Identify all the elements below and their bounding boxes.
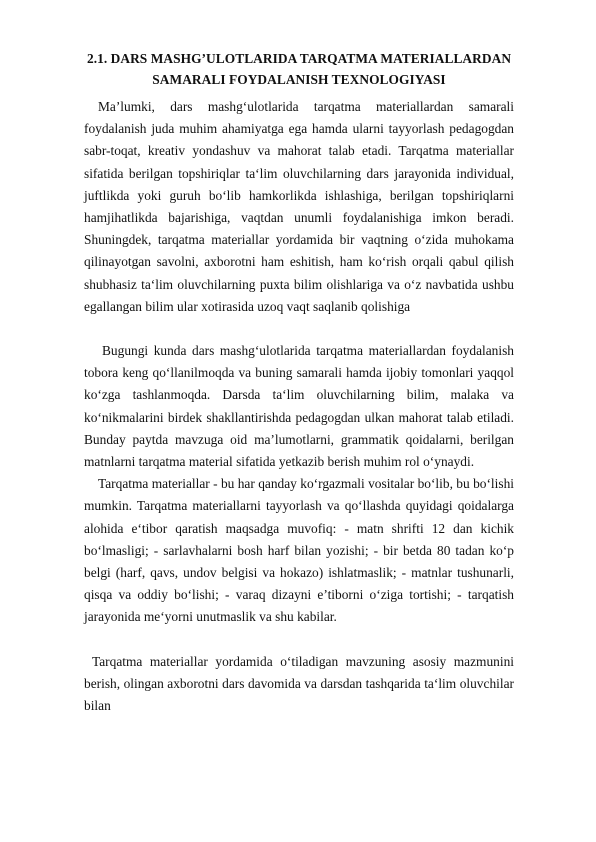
section-title-line-1: 2.1. DARS MASHG’ULOTLARIDA TARQATMA MATERIALLARDAN <box>86 51 512 66</box>
document-page <box>84 48 514 717</box>
paragraph-2: Bugungi kunda dars mashg‘ulotlarida tarqatma materiallardan foydalanish tobora keng qo‘llanilmoqda va buning samarali hamda ijobiy tomonlari yaqqol ko‘zga tashlanmoqda. Darsda ta‘lim oluvchilarning bilim, malaka va ko‘nikmalarini birdek shakllantirishda pedagogdan ulkan mahorat talab etiladi. Bunday paytda mavzuga oid ma’lumotlarni, grammatik qoidalarni, berilgan matnlarni tarqatma material sifatida yetkazib berish muhim rol o‘ynaydi. <box>84 343 514 470</box>
section-title <box>84 48 514 90</box>
paragraph-3: Tarqatma materiallar - bu har qanday ko‘rgazmali vositalar bo‘lib, bu bo‘lishi mumkin. Tarqatma materiallarni tayyorlash va qo‘llashda quyidagi qoidalarga alohida e‘tibor qaratish maqsadga muvofiq: - matn shrifti 12 dan kichik bo‘lmasligi; - sarlavhalarni bosh harf bilan yozishi; - bir betda 80 tadan ko‘p belgi (harf, qavs, undov belgisi va hokazo) ishlatmaslik; - matnlar tushunarli, qisqa va oddiy bo‘lishi; - varaq dizayni e’tiborni o‘ziga tortishi; - tarqatish jarayonida me‘yorni unutmaslik va shu kabilar. <box>84 476 514 625</box>
paragraph-1: Ma’lumki, dars mashg‘ulotlarida tarqatma materiallardan samarali foydalanish juda muhim ahamiyatga ega hamda ularni tayyorlash pedagogdan sabr-toqat, kreativ yondashuv va mahorat talab etadi. Tarqatma materiallar sifatida berilgan topshiriqlar ta‘lim oluvchilarning dars jarayonida individual, juftlikda yoki guruh bo‘lib hamkorlikda ishlashiga, berilgan topshiriqlarni hamjihatlikda bajarishiga, vaqtdan unumli foydalanishiga imkon beradi. Shuningdek, tarqatma materiallar yordamida bir vaqtning o‘zida muhokama qilinayotgan savolni, axborotni ham eshitish, ham ko‘rish orqali qabul qilish shubhasiz ta‘lim oluvchilarning puxta bilim olishlariga va o‘z navbatida ushbu egallangan bilim ular xotirasida uzoq vaqt saqlanib qolishiga <box>84 99 514 314</box>
paragraph-4: Tarqatma materiallar yordamida o‘tiladigan mavzuning asosiy mazmunini berish, olingan axborotni dars davomida va darsdan tashqarida ta‘lim oluvchilar bilan <box>84 653 514 714</box>
section-title-line-2: SAMARALI FOYDALANISH TEXNOLOGIYASI <box>152 72 446 87</box>
